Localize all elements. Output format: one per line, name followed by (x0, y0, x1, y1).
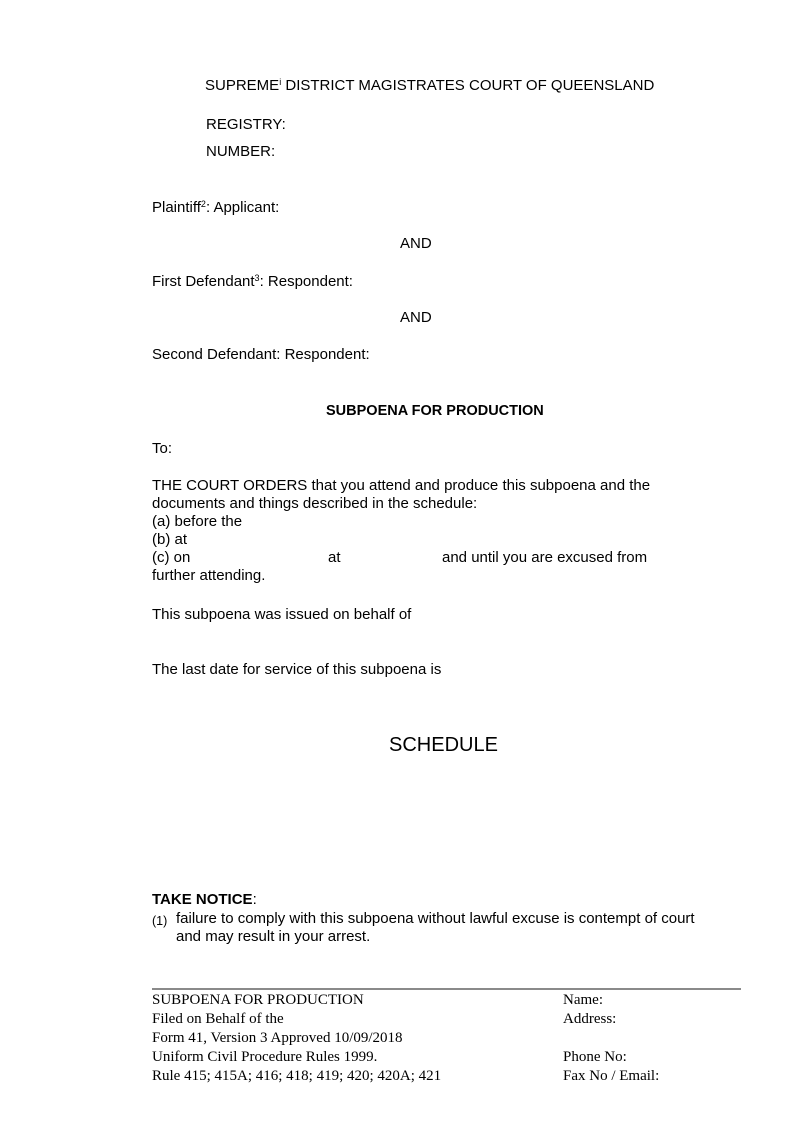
document-heading: SUBPOENA FOR PRODUCTION (326, 403, 544, 419)
last-date-for-service: The last date for service of this subpoena is (152, 661, 442, 678)
number-label: NUMBER: (206, 143, 276, 160)
footer-divider (152, 988, 741, 990)
footer-contact-info (563, 991, 659, 1086)
registry-label: REGISTRY: (206, 116, 286, 133)
court-title-suffix: DISTRICT MAGISTRATES COURT OF QUEENSLAND (281, 77, 655, 94)
notice-item-line-1: failure to comply with this subpoena without lawful excuse is contempt of court (176, 910, 695, 927)
court-title-prefix: SUPREME (205, 77, 280, 94)
notice-item-number: (1) (152, 914, 168, 928)
orders-line-2: documents and things described in the schedule: (152, 495, 478, 512)
footer-form-info (152, 991, 441, 1086)
court-title (205, 77, 654, 95)
item-c-at: at (328, 549, 341, 566)
footer-filed-on-behalf: Filed on Behalf of the (152, 1011, 284, 1027)
footer-name-label: Name: (563, 992, 603, 1008)
item-c (152, 549, 650, 567)
plaintiff-suffix: : Applicant: (205, 199, 280, 216)
plaintiff-label (152, 199, 279, 217)
item-c-until: and until you are excused from (442, 549, 648, 566)
item-a: (a) before the (152, 513, 243, 530)
take-notice-heading (152, 891, 257, 909)
orders-line-1: THE COURT ORDERS that you attend and produce this subpoena and the (152, 477, 651, 494)
further-attending: further attending. (152, 567, 266, 584)
take-notice-colon: : (252, 891, 257, 908)
first-defendant-prefix: First Defendant (152, 273, 255, 290)
issued-on-behalf: This subpoena was issued on behalf of (152, 606, 412, 623)
footer-address-label: Address: (563, 1011, 617, 1027)
footer-fax-email-label: Fax No / Email: (563, 1068, 660, 1084)
take-notice-title: TAKE NOTICE (152, 891, 253, 908)
and-separator-1: AND (400, 235, 432, 252)
footer-form-title: SUBPOENA FOR PRODUCTION (152, 992, 364, 1008)
footer-form-version: Form 41, Version 3 Approved 10/09/2018 (152, 1030, 403, 1046)
plaintiff-prefix: Plaintiff (152, 199, 201, 216)
notice-item-text (176, 910, 695, 946)
second-defendant-label: Second Defendant: Respondent: (152, 346, 370, 363)
schedule-heading: SCHEDULE (389, 734, 498, 756)
notice-item-line-2: and may result in your arrest. (176, 928, 371, 945)
and-separator-2: AND (400, 309, 432, 326)
to-label: To: (152, 440, 173, 457)
court-orders (152, 477, 650, 585)
item-c-on: (c) on (152, 549, 191, 566)
footnote-marker-i: i (279, 77, 282, 87)
item-b: (b) at (152, 531, 188, 548)
footer-rules: Uniform Civil Procedure Rules 1999. (152, 1049, 378, 1065)
footnote-marker-2: 2 (200, 199, 206, 209)
footer-blank-line (563, 1029, 659, 1048)
first-defendant-suffix: : Respondent: (259, 273, 353, 290)
footer-phone-label: Phone No: (563, 1049, 627, 1065)
first-defendant-label (152, 273, 353, 291)
footer-rule-numbers: Rule 415; 415A; 416; 418; 419; 420; 420A; 421 (152, 1068, 442, 1084)
footnote-marker-3: 3 (254, 273, 260, 283)
